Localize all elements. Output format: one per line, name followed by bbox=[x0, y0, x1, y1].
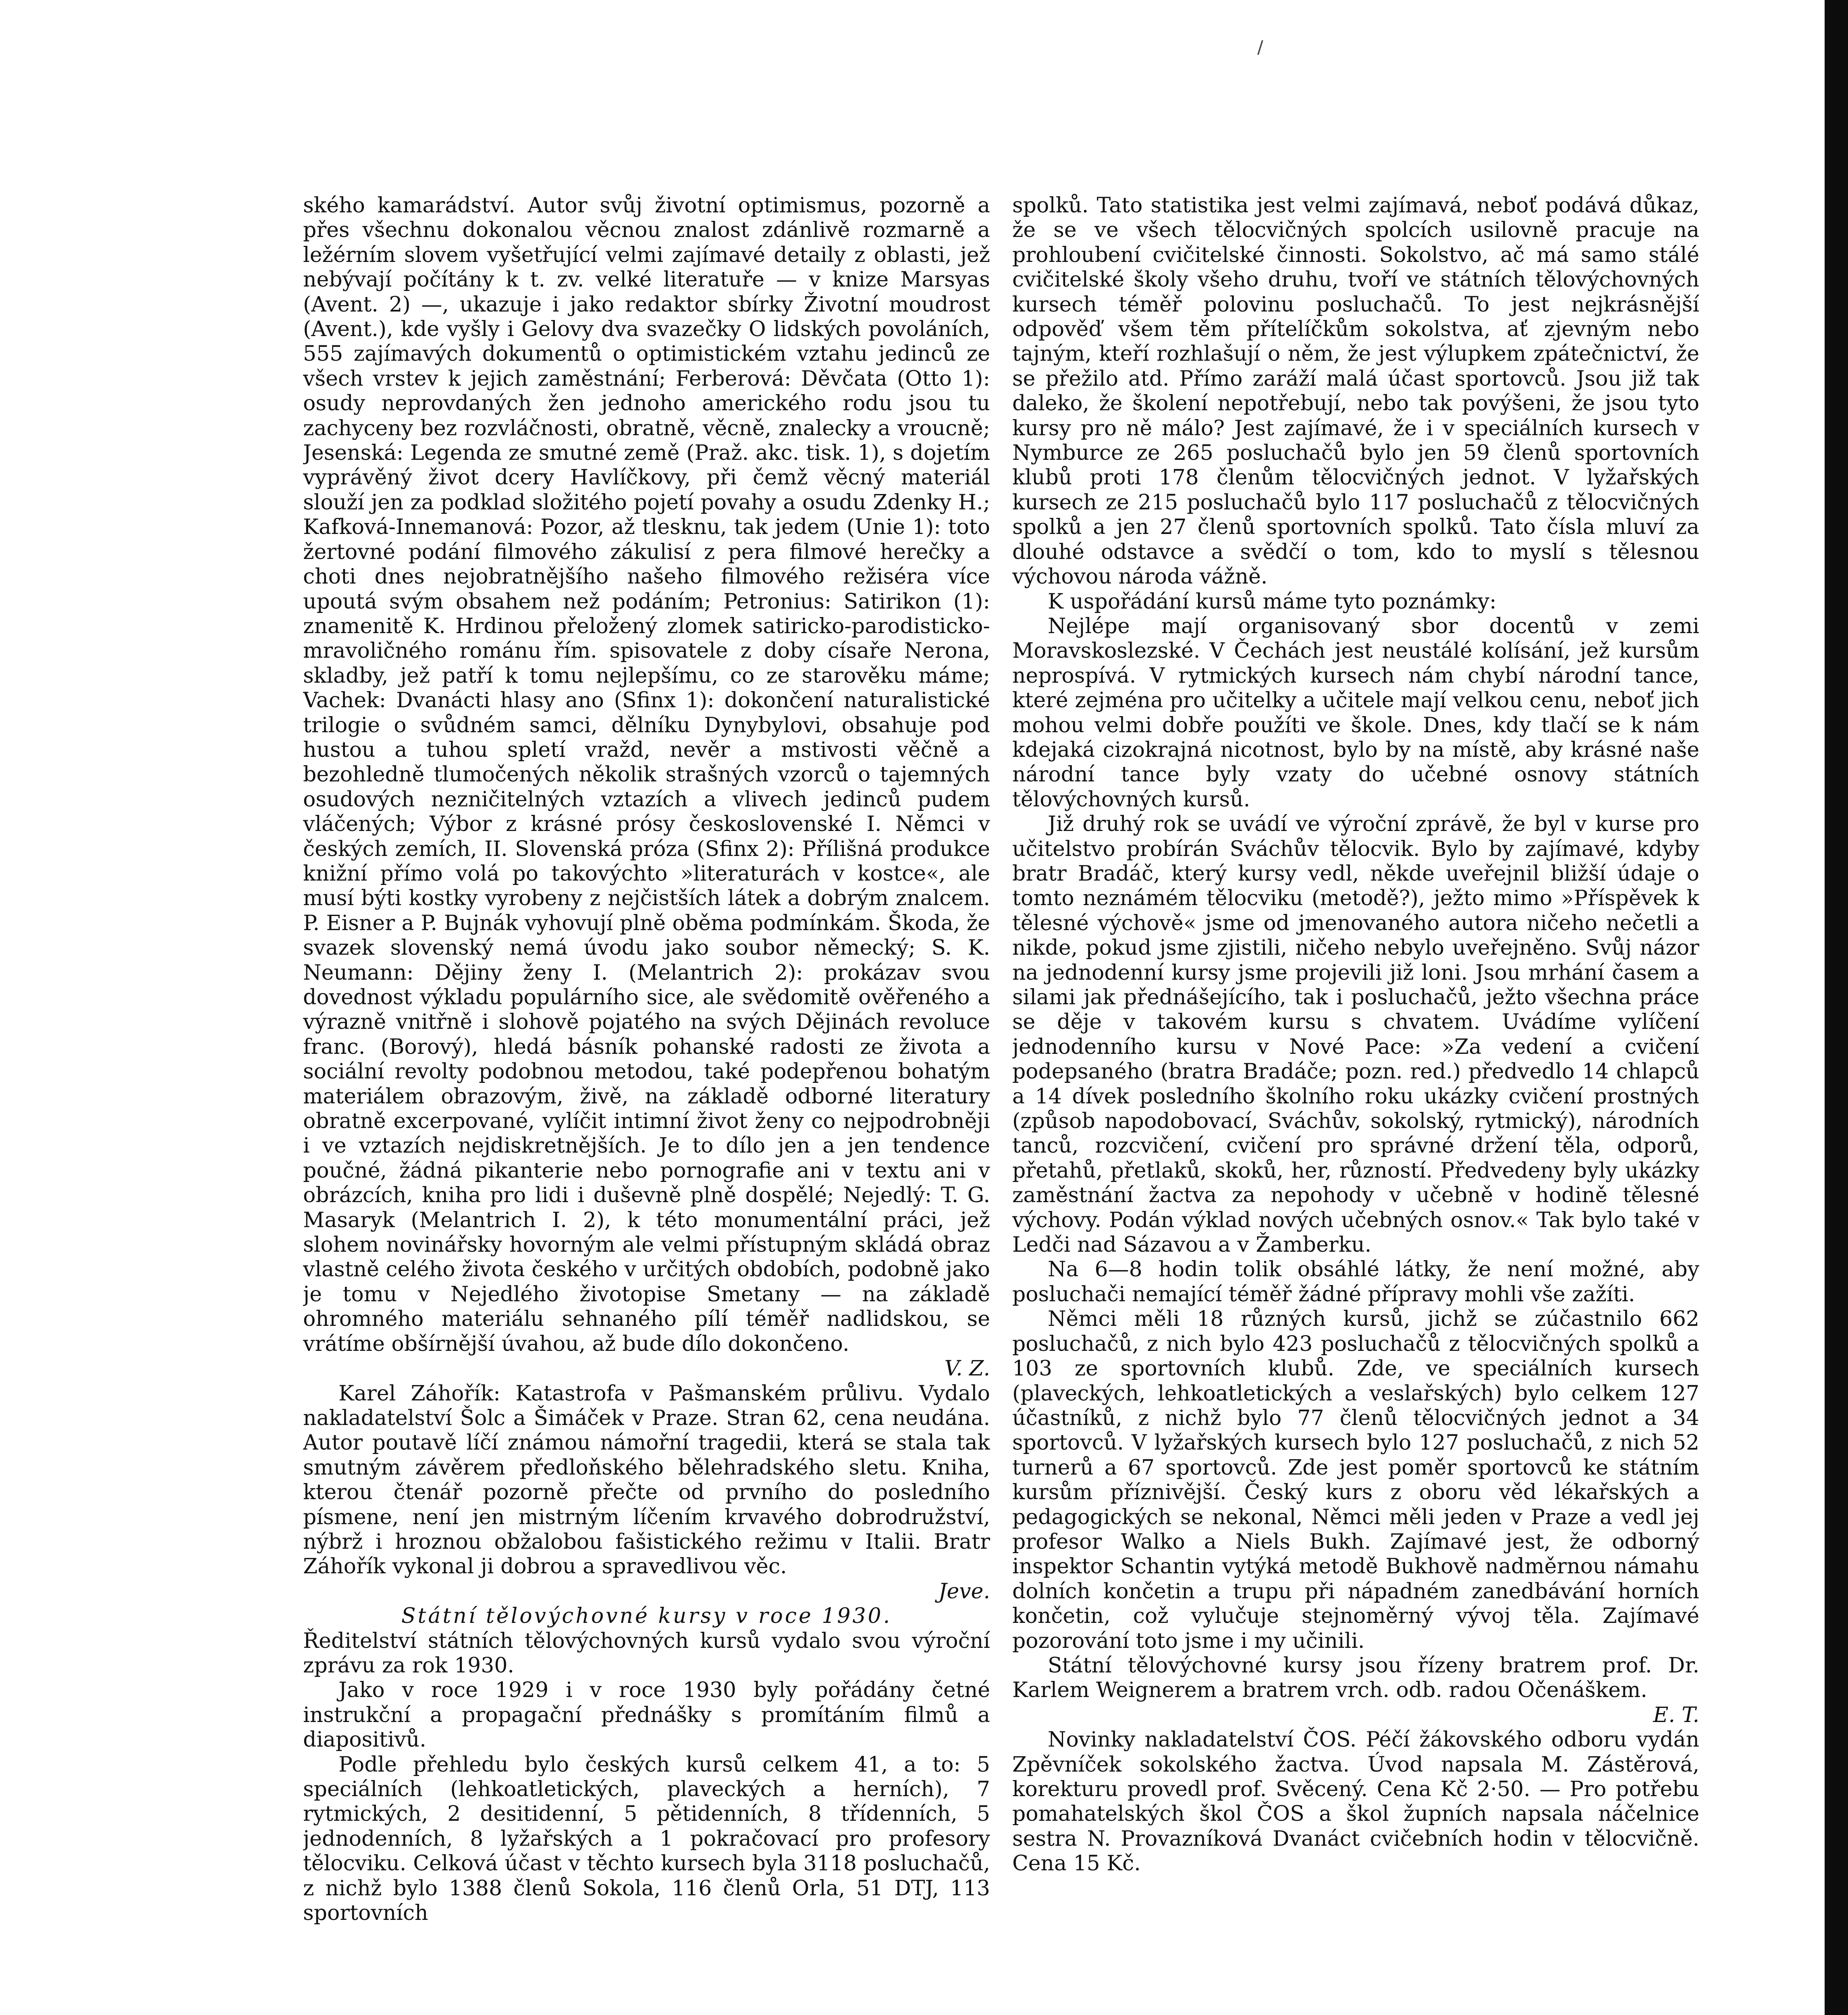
review-zahorik-paragraph: Karel Záhořík: Katastrofa v Pašmanském průlivu. Vydalo nakladatelství Šolc a Šimáček v Praze. Stran 62, cena neudána. Autor poutavě líčí známou námořní tragedii, která se stala tak smutným závěrem předloňského bělehradského sletu. Kniha, kterou čtenář pozorně přečte od prvního do posledního písmene, není jen mistrným líčením krvavého dobrodružství, nýbrž i hroznou obžalobou fašistického režimu v Italii. Bratr Záhořík vykonal ji dobrou a spravedlivou věc. bbox=[303, 1381, 990, 1579]
review-signature-jeve: Jeve. bbox=[938, 1579, 990, 1604]
management-paragraph: Státní tělovýchovné kursy jsou řízeny bratrem prof. Dr. Karlem Weignerem a bratrem vrch. odb. radou Očenáškem. bbox=[1012, 1653, 1699, 1703]
review-list-paragraph: ského kamarádství. Autor svůj životní optimismus, pozorně a přes všechnu dokonalou věcnou znalost zdánlivě rozmarně a ležérním slovem vyšetřující velmi zajímavé detaily z oblasti, jež nebývají počítány k t. zv. velké literatuře — v knize Marsyas (Avent. 2) —, ukazuje i jako redaktor sbírky Životní moudrost (Avent.), kde vyšly i Gelovy dva svazečky O lidských povoláních, 555 zajímavých dokumentů o optimistickém vztahu jedinců ze všech vrstev k jejich zaměstnání; Ferberová: Děvčata (Otto 1): osudy neprovdaných žen jednoho amerického rodu jsou tu zachyceny bez rozvláčnosti, obratně, věcně, znalecky a vroucně; Jesenská: Legenda ze smutné země (Praž. akc. tisk. 1), s dojetím vyprávěný život dcery Havlíčkovy, při čemž věcný materiál slouží jen za podklad složitého pojetí povahy a osudu Zdenky H.; Kafková-Innemanová: Pozor, až tlesknu, tak jedem (Unie 1): toto žertovné podání filmového zákulisí z pera filmové herečky a choti dnes nejobratnějšího našeho filmového režiséra více upoutá svým obsahem než podáním; Petronius: Satirikon (1): znamenitě K. Hrdinou přeložený zlomek satiricko-parodisticko-mravoličného románu řím. spisovatele z doby císaře Nerona, skladby, jež patří k tomu nejlepšímu, co ze starověku máme; Vachek: Dvanácti hlasy ano (Sfinx 1): dokončení naturalistické trilogie o svůdném samci, dělníku Dynybylovi, obsahuje pod hustou a tuhou spletí vražd, nevěr a mstivosti věčně a bezohledně tlumočených několik strašných vzorců o tajemných osudových nezničitelných vztazích a vlivech jedinců pudem vláčených; Výbor z krásné prósy československé I. Němci v českých zemích, II. Slovenská próza (Sfinx 2): Přílišná produkce knižní přímo volá po takovýchto »literaturách v kostce«, ale musí býti kostky vyrobeny z nejčistších látek a dobrým znalcem. P. Eisner a P. Bujnák vyhovují plně oběma podmínkám. Škoda, že svazek slovenský nemá úvodu jako soubor německý; S. K. Neumann: Dějiny ženy I. (Melantrich 2): prokázav svou dovednost výkladu populárního sice, ale svědomitě ověřeného a výrazně vnitřně i slohově pojatého na svých Dějinách revoluce franc. (Borový), hledá básník pohanské radosti ze života a sociální revolty podobnou metodou, také podepřenou bohatým materiálem obrazovým, živě, na základě odborné literatury obratně excerpované, vylíčit intimní život ženy co nejpodrobněji i ve vztazích nejdiskretnějších. Je to dílo jen a jen tendence poučné, žádná pikanterie nebo pornografie ani v textu ani v obrázcích, kniha pro lidi i duševně plně dospělé; Nejedlý: T. G. Masaryk (Melantrich I. 2), k této monumentální práci, jež slohem novinářsky hovorným ale velmi přístupným skládá obraz vlastně celého života českého v určitých obdobích, podobně jako je tomu v Nejedlého životopise Smetany — na základě ohromného materiálu sehnaného pílí téměř nadlidskou, se vrátíme obšírnější úvahou, až bude dílo dokončeno. bbox=[303, 193, 990, 1356]
statistics-paragraph: spolků. Tato statistika jest velmi zajímavá, neboť podává důkaz, že se ve všech tělocvičných spolcích usilovně pracuje na prohloubení cvičitelské činnosti. Sokolstvo, ač má samo stálé cvičitelské školy všeho druhu, tvoří ve státních tělovýchovných kursech téměř polovinu posluchačů. To jest nejkrásnější odpověď všem těm přítelíčkům sokolstva, ať zjevným nebo tajným, kteří rozhlašují o něm, že jest výlupkem zpátečnictví, že se přežilo atd. Přímo zaráží malá účast sportovců. Jsou již tak daleko, že školení nepotřebují, nebo tak povýšeni, že jsou tyto kursy pro ně málo? Jest zajímavé, že i v speciálních kursech v Nymburce ze 265 posluchačů bylo jen 59 členů sportovních klubů proti 178 členům tělocvičných jednot. V lyžařských kursech ze 215 posluchačů bylo 117 posluchačů z tělocvičných spolků a jen 27 členů sportovních spolků. Tato čísla mluví za dlouhé odstavce a svědčí o tom, kdo to myslí s tělesnou výchovou národa vážně. bbox=[1012, 193, 1699, 589]
review-signature-vz: V. Z. bbox=[944, 1356, 990, 1381]
left-column bbox=[303, 193, 990, 2015]
remarks-intro: K uspořádání kursů máme tyto poznámky: bbox=[1048, 589, 1497, 614]
scan-speck: / bbox=[1257, 37, 1263, 58]
section-heading: Státní tělovýchovné kursy v roce 1930. bbox=[401, 1604, 892, 1629]
docents-paragraph: Nejlépe mají organisovaný sbor docentů v zemi Moravskoslezské. V Čechách jest neustálé kolísání, jež kursům neprospívá. V rytmických kursech nám chybí národní tance, které zejména pro učitelky a učitele mají velkou cenu, neboť jich mohou velmi dobře použíti ve škole. Dnes, kdy tlačí se k nám kdejaká cizokrajná nicotnost, bylo by na místě, aby krásné naše národní tance byly vzaty do učebné osnovy státních tělovýchovných kursů. bbox=[1012, 614, 1699, 812]
kursy-lectures-paragraph: Jako v roce 1929 i v roce 1930 byly pořádány četné instrukční a propagační přednášky s promítáním filmů a diapositivů. bbox=[303, 1678, 990, 1752]
kursy-overview-paragraph: Podle přehledu bylo českých kursů celkem 41, a to: 5 speciálních (lehkoatletických, plaveckých a herních), 7 rytmických, 2 desitidenní, 5 pětidenních, 8 třídenních, 5 jednodenních, 8 lyžařských a 1 pokračovací pro profesory tělocviku. Celková účast v těchto kursech byla 3118 posluchačů, z nichž bylo 1388 členů Sokola, 116 členů Orla, 51 DTJ, 113 sportovních bbox=[303, 1752, 990, 1926]
german-courses-paragraph: Němci měli 18 různých kursů, jichž se zúčastnilo 662 posluchačů, z nich bylo 423 posluchačů z tělocvičných spolků a 103 ze sportovních klubů. Zde, ve speciálních kursech (plaveckých, lehkoatletických a veslařských) bylo celkem 127 účastníků, z nichž bylo 77 členů tělocvičných jednot a 34 sportovců. V lyžařských kursech bylo 127 posluchačů, z nich 52 turnerů a 67 sportovců. Zde jest poměr sportovců ke státním kursům příznivější. Český kurs z oboru věd lékařských a pedagogických se nekonal, Němci měli jeden v Praze a vedl jej profesor Walko a Niels Bukh. Zajímavé jest, že odborný inspektor Schantin vytýká metodě Bukhově nadměrnou námahu dolních končetin a trupu při nápadném zanedbávání horních končetin, což vylučuje stejnoměrný vývoj těla. Zajímavé pozorování toto jsme i my učinili. bbox=[1012, 1307, 1699, 1653]
new-publications-paragraph: Novinky nakladatelství ČOS. Péčí žákovského odboru vydán Zpěvníček sokolského žactva. Úvod napsala M. Zástěrová, korekturu provedl prof. Svěcený. Cena Kč 2·50. — Pro potřebu pomahatelských škol ČOS a škol župních napsala náčelnice sestra N. Provazníková Dvanáct cvičebních hodin v tělocvičně. Cena 15 Kč. bbox=[1012, 1728, 1699, 1876]
signature-et: E. T. bbox=[1653, 1703, 1699, 1727]
hours-paragraph: Na 6—8 hodin tolik obsáhlé látky, že není možné, aby posluchači nemající téměř žádné přípravy mohli vše zažíti. bbox=[1012, 1257, 1699, 1307]
kursy-intro-paragraph: Ředitelství státních tělovýchovných kursů vydalo svou výroční zprávu za rok 1930. bbox=[303, 1629, 990, 1678]
svach-paragraph: Již druhý rok se uvádí ve výroční zprávě, že byl v kurse pro učitelstvo probírán Sváchův tělocvik. Bylo by zajímavé, kdyby bratr Bradáč, který kursy vedl, někde uveřejnil bližší údaje o tomto neznámém tělocviku (metodě?), ježto mimo »Příspěvek k tělesné výchově« jsme od jmenovaného autora ničeho nečetli a nikde, pokud jsme zjistili, ničeho nebylo uveřejněno. Svůj názor na jednodenní kursy jsme projevili již loni. Jsou mrhání časem a silami jak přednášejícího, tak i posluchačů, ježto všechna práce se děje v takovém kursu s chvatem. Uvádíme vylíčení jednodenního kursu v Nové Pace: »Za vedení a cvičení podepsaného (bratra Bradáče; pozn. red.) předvedlo 14 chlapců a 14 dívek posledního školního roku ukázky cvičení prostných (způsob napodobovací, Sváchův, sokolský, rytmický), národních tanců, rozcvičení, cvičení pro správné držení těla, odporů, přetahů, přetlaků, skoků, her, růzností. Předvedeny byly ukázky zaměstnání žactva za nepohody v učebně v hodině tělesné výchovy. Podán výklad nových učebných osnov.« Tak bylo také v Ledči nad Sázavou a v Žamberku. bbox=[1012, 812, 1699, 1257]
scan-border-right bbox=[1825, 0, 1848, 2015]
right-column bbox=[1012, 193, 1699, 2015]
